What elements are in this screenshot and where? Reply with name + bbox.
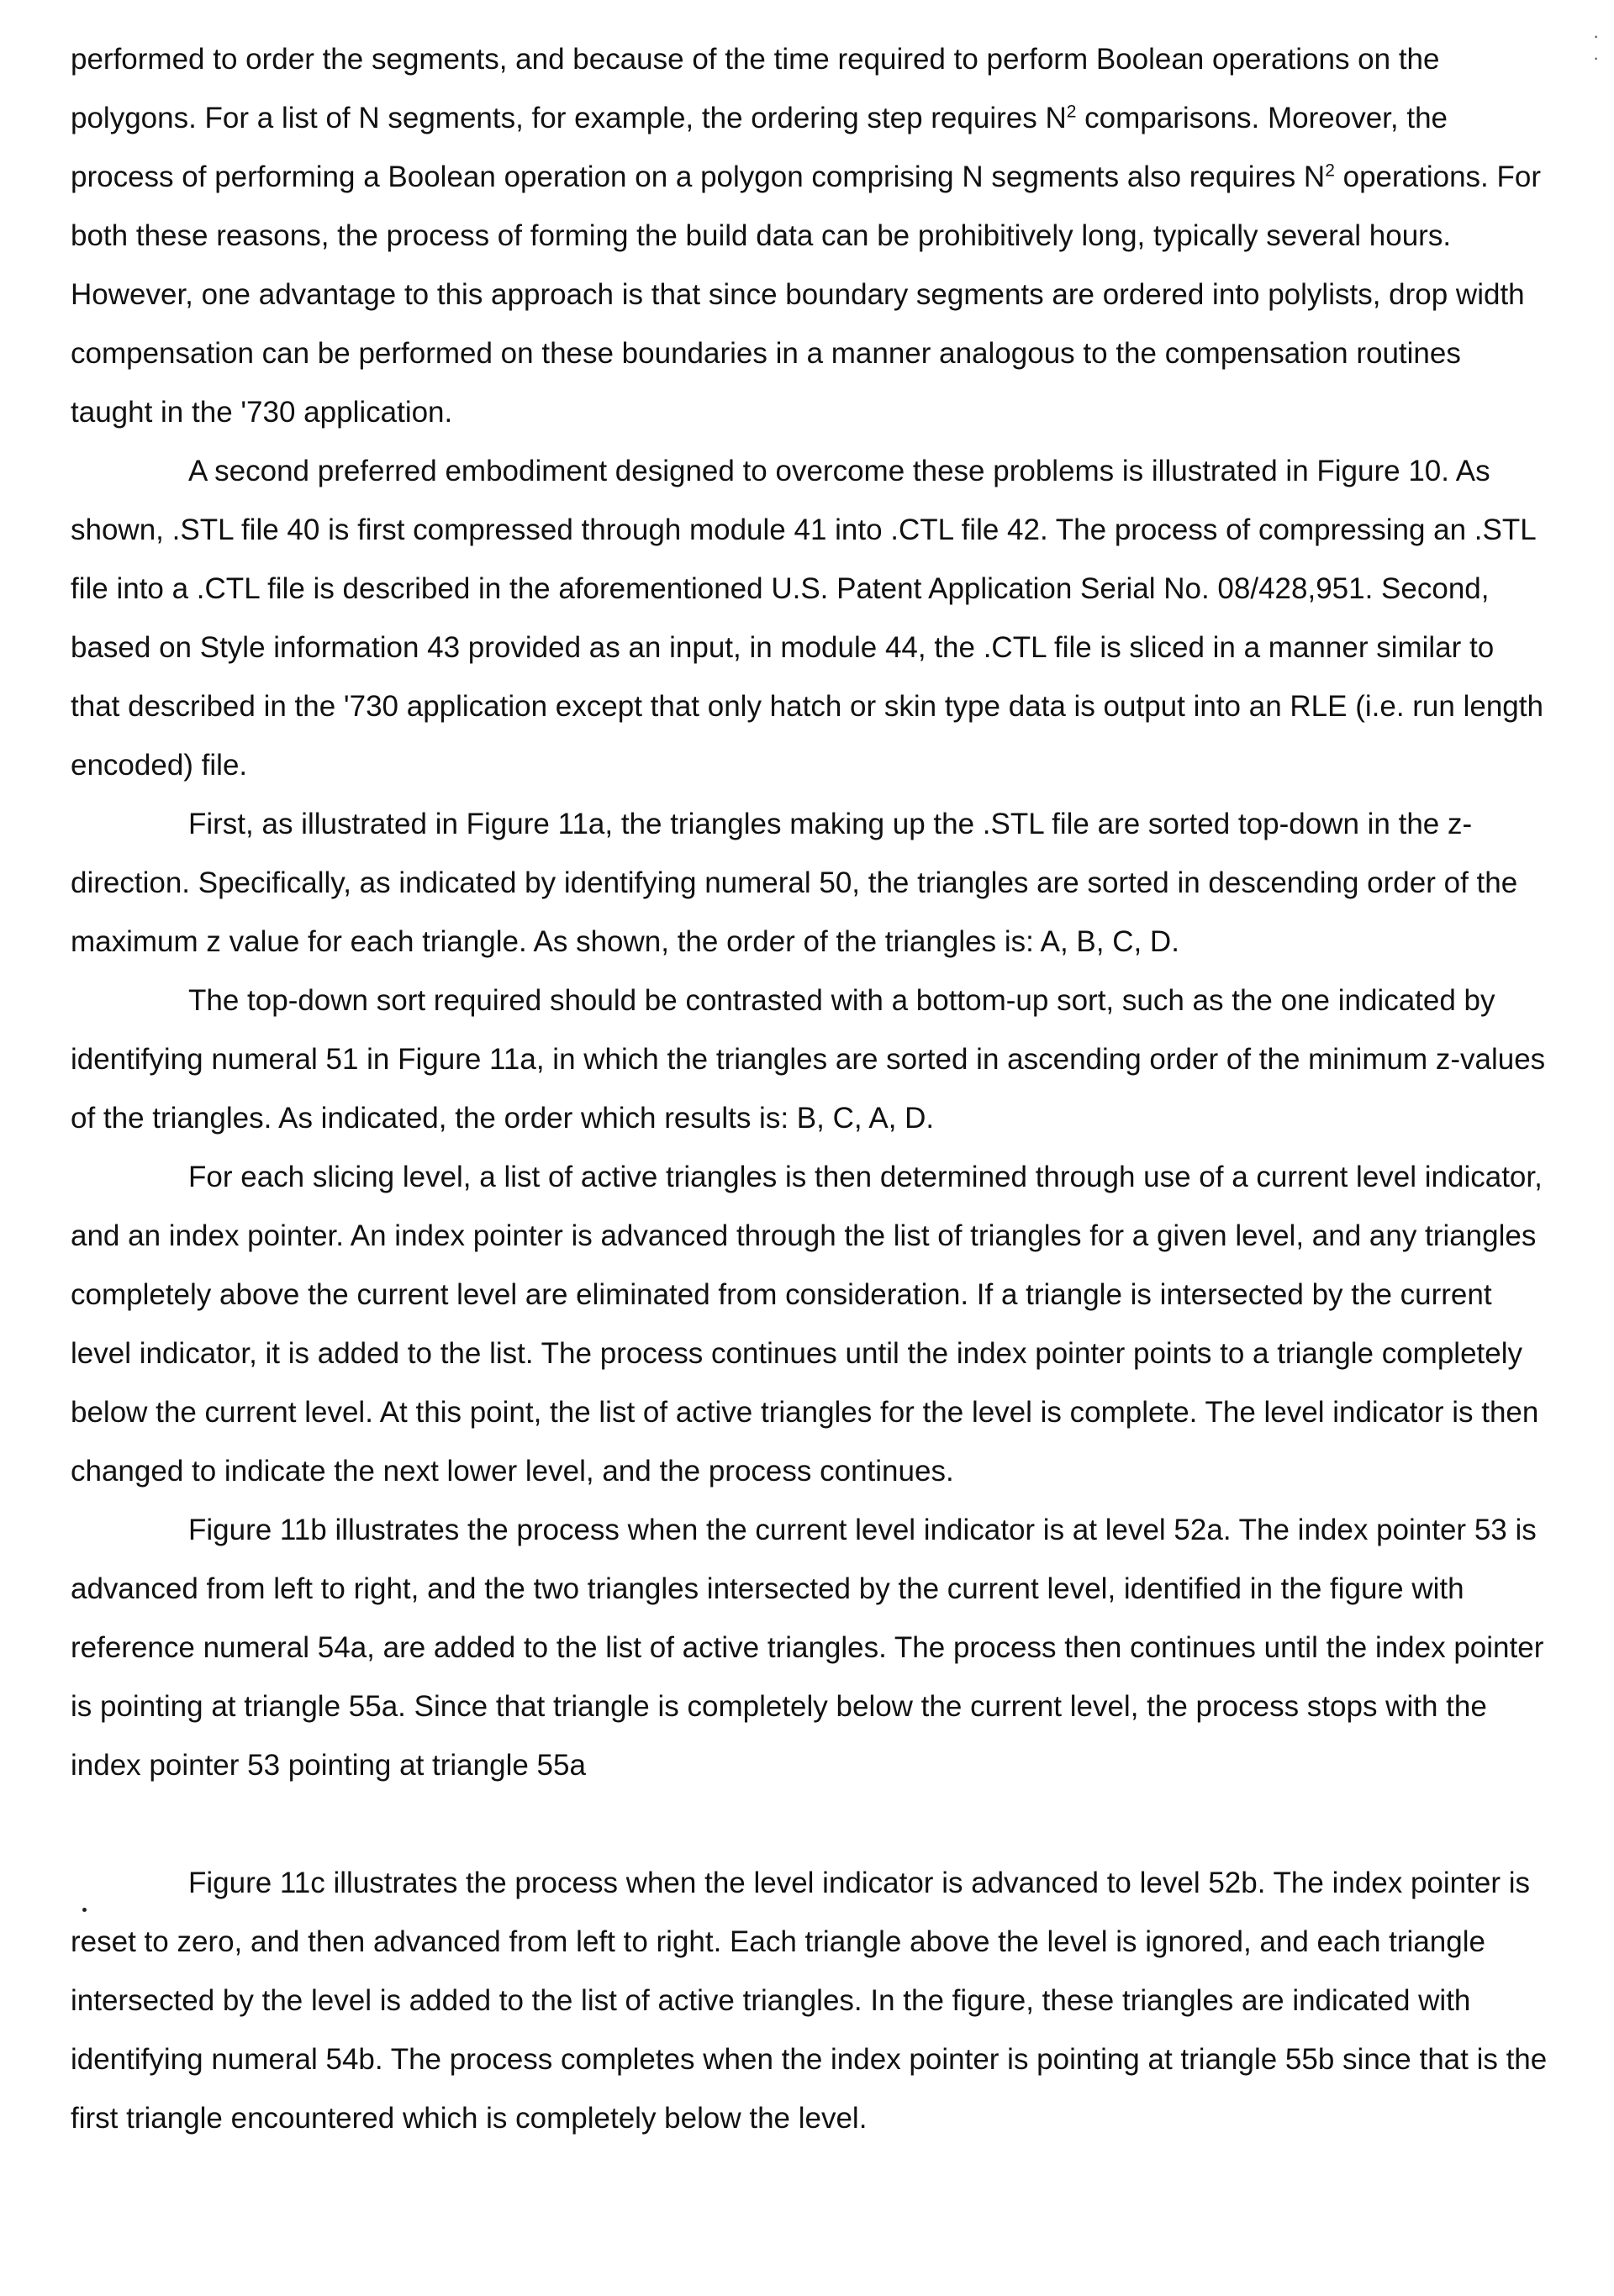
paragraph xyxy=(71,442,1550,795)
text-run: The top-down sort required should be contrasted with a bottom-up sort, such as the one indicated by identifying numeral 51 in Figure 11a, in which the triangles are sorted in ascending order of the minimum z-values of the triangles. As indicated, the order which results is: B, C, A, D. xyxy=(71,984,1545,1135)
text-run: For each slicing level, a list of active triangles is then determined through use of a current level indicator, and an index pointer. An index pointer is advanced through the list of triangles for a given level, and any triangles completely above the current level are eliminated from consideration. If a triangle is intersected by the current level indicator, it is added to the list. The process continues until the index pointer points to a triangle completely below the current level. At this point, the list of active triangles for the level is complete. The level indicator is then changed to indicate the next lower level, and the process continues. xyxy=(71,1161,1543,1488)
superscript: 2 xyxy=(1067,102,1077,121)
paragraph xyxy=(71,1148,1550,1501)
paragraph xyxy=(71,1854,1550,2148)
text-run: performed to order the segments, and because of the time required to perform Boolean operations on the polygons. For a list of N segments, for example, the ordering step requires N xyxy=(71,43,1439,134)
document-page xyxy=(0,0,1614,2296)
corner-scan-mark: · · xyxy=(1593,25,1614,69)
paragraph xyxy=(71,30,1550,442)
text-run: Figure 11c illustrates the process when the level indicator is advanced to level 52b. The index pointer is reset to zero, and then advanced from left to right. Each triangle above the level is ignored, and each triangle intersected by the level is added to the list of active triangles. In the figure, these triangles are indicated with identifying numeral 54b. The process completes when the index pointer is pointing at triangle 55b since that is the first triangle encountered which is completely below the level. xyxy=(71,1867,1547,2135)
paragraph xyxy=(71,972,1550,1148)
superscript: 2 xyxy=(1325,161,1335,180)
text-run: Figure 11b illustrates the process when the current level indicator is at level 52a. The index pointer 53 is advanced from left to right, and the two triangles intersected by the current level, identified in the figure with reference numeral 54a, are added to the list of active triangles. The process then continues until the index pointer is pointing at triangle 55a. Since that triangle is completely below the current level, the process stops with the index pointer 53 pointing at triangle 55a xyxy=(71,1514,1543,1782)
text-run: A second preferred embodiment designed to overcome these problems is illustrated in Figure 10. As shown, .STL file 40 is first compressed through module 41 into .CTL file 42. The process of compressing an .STL file into a .CTL file is described in the aforementioned U.S. Patent Application Serial No. 08/428,951. Second, based on Style information 43 provided as an input, in module 44, the .CTL file is sliced in a manner similar to that described in the '730 application except that only hatch or skin type data is output into an RLE (i.e. run length encoded) file. xyxy=(71,455,1543,782)
paragraph xyxy=(71,795,1550,972)
stray-scan-dot xyxy=(82,1908,87,1912)
text-run: operations. For both these reasons, the process of forming the build data can be prohibitively long, typically several hours. However, one advantage to this approach is that since boundary segments are ordered into polylists, drop width compensation can be performed on these boundaries in a manner analogous to the compensation routines taught in the '730 application. xyxy=(71,161,1541,429)
paragraph xyxy=(71,1501,1550,1795)
text-run: First, as illustrated in Figure 11a, the triangles making up the .STL file are sorted top-down in the z-direction. Specifically, as indicated by identifying numeral 50, the triangles are sorted in descending order of the maximum z value for each triangle. As shown, the order of the triangles is: A, B, C, D. xyxy=(71,808,1517,958)
paragraph-gap xyxy=(71,1795,1550,1854)
text-run: comparisons. Moreover, the process of performing a Boolean operation on a polygon comprising N segments also requires N xyxy=(71,102,1448,193)
document-body xyxy=(71,30,1550,2148)
